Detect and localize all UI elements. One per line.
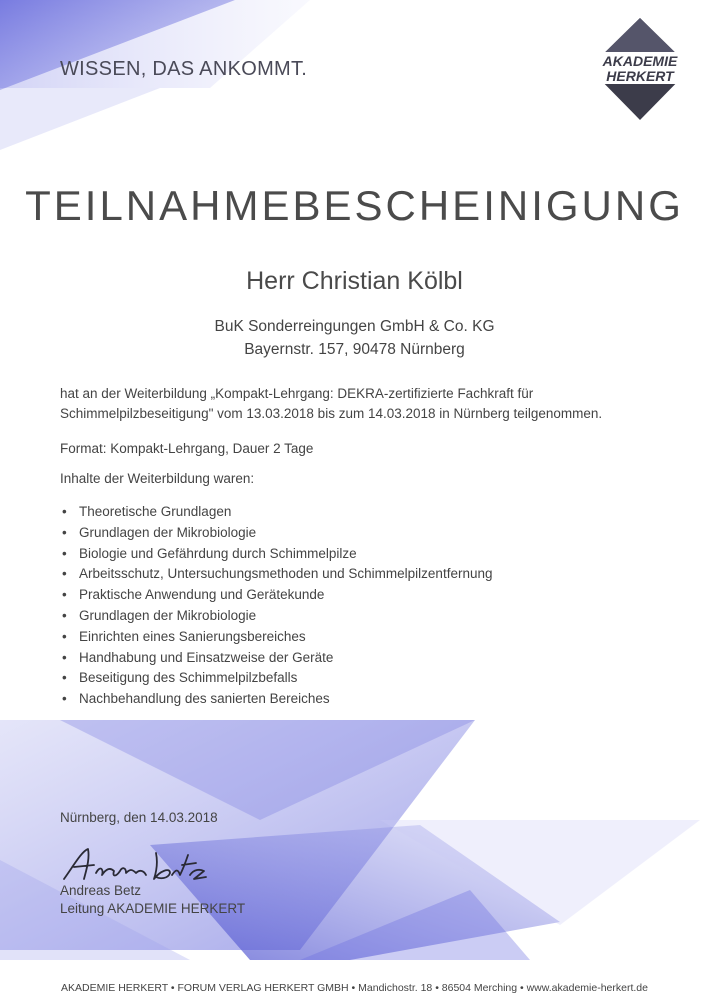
recipient-name: Herr Christian Kölbl [246,267,463,295]
bullet-icon: • [62,566,67,582]
list-item: • Biologie und Gefährdung durch Schimmelpilze [60,544,492,565]
contents-label: Inhalte der Weiterbildung waren: [60,471,255,486]
list-item: • Einrichten eines Sanierungsbereiches [60,627,492,648]
place-date: Nürnberg, den 14.03.2018 [60,810,218,825]
list-item: • Grundlagen der Mikrobiologie [60,523,492,544]
bullet-icon: • [62,545,67,561]
bullet-icon: • [62,628,67,644]
signer-name: Andreas Betz [60,883,142,898]
topics-list [60,502,492,710]
signature-image [60,845,210,885]
bullet-icon: • [62,607,67,623]
akademie-herkert-logo [585,14,695,124]
list-item: • Nachbehandlung des sanierten Bereiches [60,689,492,710]
bullet-icon: • [62,504,67,519]
signer-role: Leitung AKADEMIE HERKERT [60,901,246,916]
list-item: • Theoretische Grundlagen [60,502,492,523]
intro-paragraph [60,384,620,424]
course-format: Format: Kompakt-Lehrgang, Dauer 2 Tage [60,441,314,456]
bullet-icon: • [62,649,67,665]
intro-line-2: Schimmelpilzbeseitigung" vom 13.03.2018 bis zum 14.03.2018 in Nürnberg teilgenommen. [60,406,603,421]
bullet-icon: • [62,691,67,707]
logo-line2: HERKERT [606,68,674,84]
list-item: • Arbeitsschutz, Untersuchungsmethoden und Schimmelpilzentfernung [60,564,492,585]
logo-line1: AKADEMIE [602,53,678,69]
list-item: • Grundlagen der Mikrobiologie [60,606,492,627]
company-address: Bayernstr. 157, 90478 Nürnberg [244,341,465,358]
list-item: • Praktische Anwendung und Gerätekunde [60,585,492,606]
bullet-icon: • [62,587,67,603]
certificate-title: TEILNAHMEBESCHEINIGUNG [25,182,684,229]
bullet-icon: • [62,670,67,686]
bullet-icon: • [62,524,67,540]
company-name: BuK Sonderreingungen GmbH & Co. KG [214,318,495,335]
list-item: • Beseitigung des Schimmelpilzbefalls [60,668,492,689]
tagline: WISSEN, DAS ANKOMMT. [60,58,308,80]
list-item: • Handhabung und Einsatzweise der Geräte [60,648,492,669]
footer-address: AKADEMIE HERKERT • FORUM VERLAG HERKERT GMBH • Mandichostr. 18 • 86504 Merching • www.akademie-herkert.de [61,982,648,994]
intro-line-1: hat an der Weiterbildung „Kompakt-Lehrgang: DEKRA-zertifizierte Fachkraft für [60,386,534,401]
